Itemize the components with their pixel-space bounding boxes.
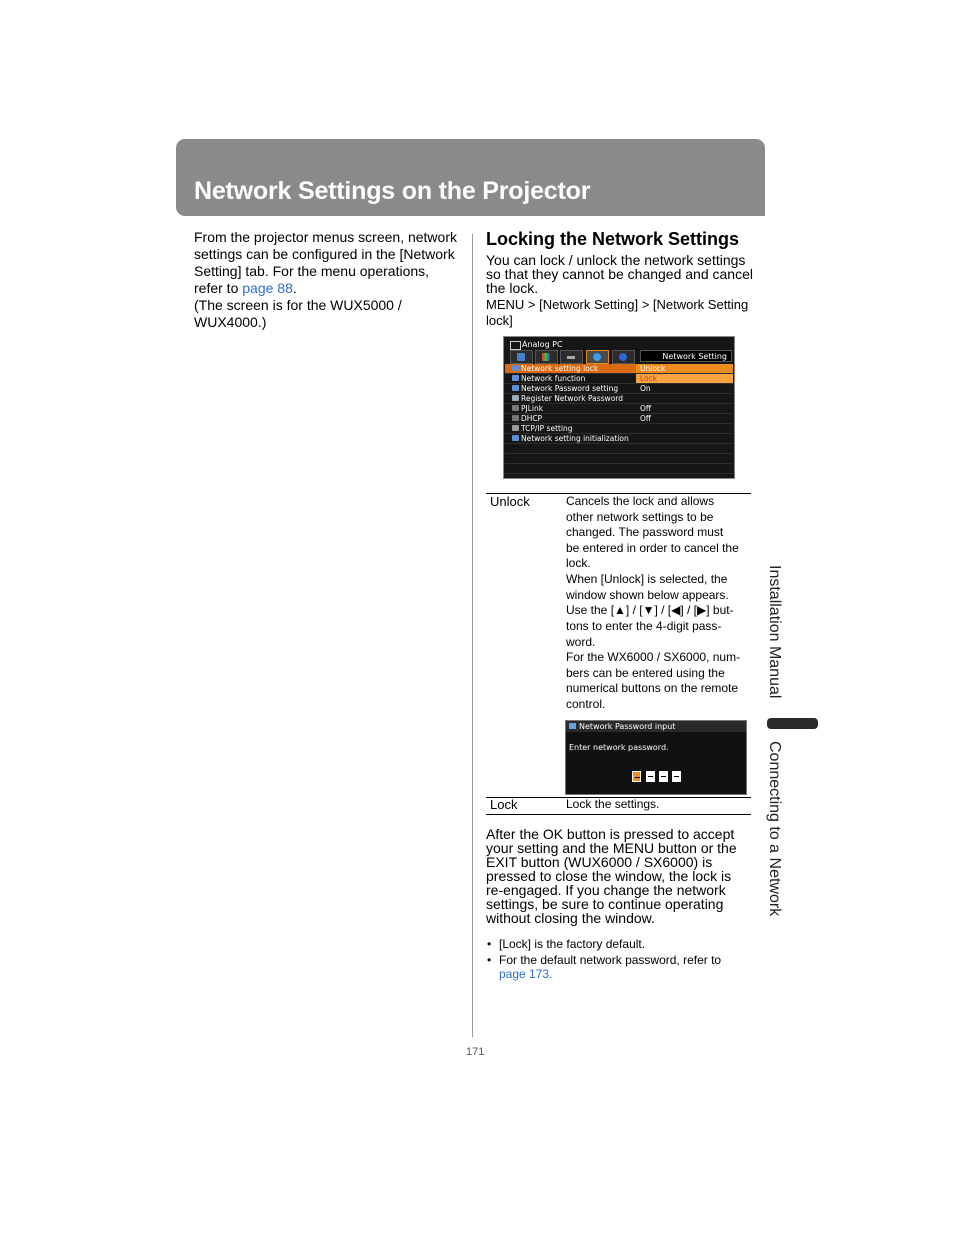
pjlink-icon bbox=[512, 405, 519, 411]
password-dialog-title: Network Password input bbox=[566, 721, 746, 732]
menu-row-value: Lock bbox=[640, 374, 658, 383]
desc-line: Use the [▲] / [▼] / [◀] / [▶] but- bbox=[566, 603, 734, 617]
password-prompt: Enter network password. bbox=[569, 743, 669, 752]
info-icon bbox=[619, 353, 627, 361]
password-icon bbox=[512, 385, 519, 391]
note-default-password-link-line bbox=[499, 967, 552, 981]
menu-tab-strip bbox=[508, 350, 730, 364]
menu-empty-row bbox=[505, 444, 733, 454]
after-line: without closing the window. bbox=[486, 910, 655, 926]
menu-tab-info bbox=[612, 350, 635, 364]
menu-tab-setup bbox=[560, 350, 583, 364]
desc-line: lock. bbox=[566, 556, 591, 570]
note-factory-default: [Lock] is the factory default. bbox=[499, 937, 646, 951]
menu-tab-image bbox=[535, 350, 558, 364]
section-line: so that they cannot be changed and cancel bbox=[486, 266, 753, 282]
menu-row bbox=[505, 364, 733, 374]
table-desc-lock: Lock the settings. bbox=[566, 797, 660, 811]
ok-button-name: OK bbox=[542, 826, 564, 842]
page-title: Network Settings on the Projector bbox=[194, 177, 591, 205]
password-input-dialog-screenshot bbox=[565, 720, 747, 795]
menu-empty-row bbox=[505, 464, 733, 474]
desc-line: numerical buttons on the remote bbox=[566, 681, 739, 695]
after-text: your setting and the bbox=[486, 840, 613, 856]
side-tab-installation-manual: Installation Manual bbox=[766, 565, 783, 699]
menu-row-label: Network setting lock bbox=[521, 364, 599, 373]
menu-row bbox=[505, 384, 733, 394]
desc-line: control. bbox=[566, 697, 606, 711]
after-text: button (WUX6000 / SX6000) is bbox=[516, 854, 713, 870]
section-line: You can lock / unlock the network settings bbox=[486, 252, 746, 268]
menu-row bbox=[505, 414, 733, 424]
password-digit bbox=[646, 771, 655, 782]
globe-icon bbox=[593, 353, 601, 361]
menu-row-label: TCP/IP setting bbox=[521, 424, 573, 433]
menu-tab-network bbox=[586, 350, 609, 364]
menu-row-label: Register Network Password bbox=[521, 394, 623, 403]
menu-row-label: Network Password setting bbox=[521, 384, 619, 393]
password-digit bbox=[672, 771, 681, 782]
desc-line: For the WX6000 / SX6000, num- bbox=[566, 650, 741, 664]
after-line: re-engaged. If you change the network bbox=[486, 882, 726, 898]
menu-row bbox=[505, 424, 733, 434]
table-label-unlock: Unlock bbox=[490, 494, 530, 509]
menu-path-line: MENU > [Network Setting] > [Network Setting bbox=[486, 297, 749, 312]
menu-empty-row bbox=[505, 454, 733, 464]
bullet-dot: • bbox=[487, 937, 492, 951]
intro-link-suffix: . bbox=[292, 280, 297, 296]
dhcp-icon bbox=[512, 415, 519, 421]
initialize-icon bbox=[512, 435, 519, 441]
section-line: the lock. bbox=[486, 280, 539, 296]
lock-icon bbox=[512, 365, 519, 371]
menu-row bbox=[505, 404, 733, 414]
menu-row-label: Network setting initialization bbox=[521, 434, 629, 443]
intro-line: From the projector menus screen, network bbox=[194, 229, 457, 245]
network-setting-menu-screenshot bbox=[503, 336, 735, 479]
projector-icon bbox=[567, 356, 575, 359]
menu-row-value: Off bbox=[640, 404, 652, 413]
section-heading: Locking the Network Settings bbox=[486, 229, 740, 249]
desc-line: window shown below appears. bbox=[566, 588, 729, 602]
intro-note-line: WUX4000.) bbox=[194, 314, 267, 330]
after-text: button is pressed to accept bbox=[563, 826, 735, 842]
menu-path-line: lock] bbox=[486, 313, 513, 328]
display-icon bbox=[517, 353, 525, 361]
menu-button-name: MENU bbox=[612, 840, 655, 856]
intro-note-line: (The screen is for the WUX5000 / bbox=[194, 297, 402, 313]
password-digit bbox=[659, 771, 668, 782]
exit-button-name: EXIT bbox=[486, 854, 517, 870]
menu-row-label: PJLink bbox=[521, 404, 544, 413]
menu-row-value: On bbox=[640, 384, 651, 393]
desc-line: tons to enter the 4-digit pass- bbox=[566, 619, 722, 633]
note-default-password: For the default network password, refer to bbox=[499, 953, 722, 967]
column-divider bbox=[472, 234, 473, 1037]
bullet-dot: • bbox=[487, 953, 492, 967]
page-88-link[interactable]: page 88 bbox=[242, 280, 293, 296]
menu-tab-display bbox=[510, 350, 533, 364]
desc-line: changed. The password must bbox=[566, 525, 724, 539]
table-label-lock: Lock bbox=[490, 797, 518, 812]
after-line: settings, be sure to continue operating bbox=[486, 896, 724, 912]
key-icon bbox=[569, 723, 576, 729]
network-icon bbox=[512, 375, 519, 381]
menu-row bbox=[505, 394, 733, 404]
desc-line: be entered in order to cancel the bbox=[566, 541, 739, 555]
table-bottom-rule bbox=[486, 814, 751, 815]
menu-row-value: Unlock bbox=[640, 364, 666, 373]
tcpip-icon bbox=[512, 425, 519, 431]
menu-row bbox=[505, 434, 733, 444]
page-header-banner bbox=[176, 139, 765, 216]
menu-input-title: Analog PC bbox=[522, 340, 563, 349]
side-tab-marker bbox=[767, 718, 818, 729]
page-173-link[interactable]: page 173 bbox=[499, 967, 550, 981]
note-suffix: . bbox=[549, 967, 553, 981]
register-icon bbox=[512, 395, 519, 401]
color-bars-icon bbox=[542, 353, 550, 361]
menu-row bbox=[505, 374, 733, 384]
after-line: pressed to close the window, the lock is bbox=[486, 868, 732, 884]
menu-row-label: DHCP bbox=[521, 414, 543, 423]
menu-row-label: Network function bbox=[521, 374, 586, 383]
password-digit-selected bbox=[632, 771, 641, 782]
desc-line: other network settings to be bbox=[566, 510, 714, 524]
page-number: 171 bbox=[466, 1046, 485, 1058]
intro-link-line bbox=[194, 280, 297, 296]
desc-line: bers can be entered using the bbox=[566, 666, 725, 680]
after-text: After the bbox=[486, 826, 543, 842]
after-text: button or the bbox=[654, 840, 737, 856]
intro-link-prefix: refer to bbox=[194, 280, 243, 296]
desc-line: word. bbox=[566, 635, 596, 649]
side-tab-connecting-to-network: Connecting to a Network bbox=[766, 741, 783, 917]
menu-tab-label: Network Setting bbox=[640, 350, 732, 362]
desc-line: Cancels the lock and allows bbox=[566, 494, 715, 508]
intro-line: settings can be configured in the [Network bbox=[194, 246, 455, 262]
menu-row-value: Off bbox=[640, 414, 652, 423]
intro-line: Setting] tab. For the menu operations, bbox=[194, 263, 430, 279]
input-source-icon bbox=[510, 341, 521, 350]
desc-line: When [Unlock] is selected, the bbox=[566, 572, 728, 586]
